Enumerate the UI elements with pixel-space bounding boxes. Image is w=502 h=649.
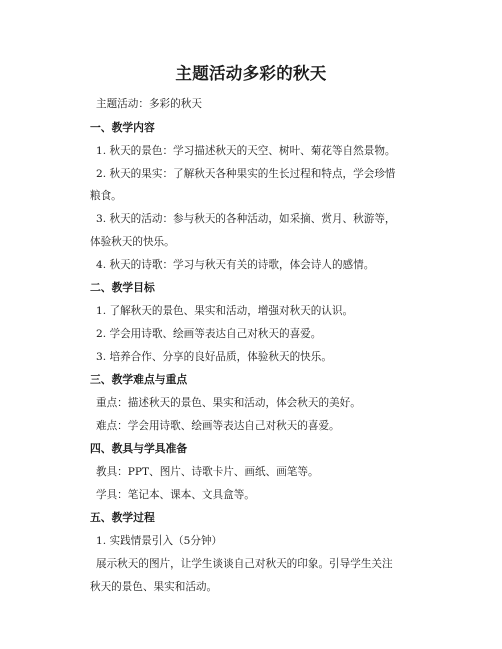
focus-key-point: 重点：描述秋天的景色、果实和活动，体会秋天的美好。: [96, 397, 361, 409]
section-heading-goals: 二、教学目标: [90, 281, 155, 294]
section-heading-process: 五、教学过程: [90, 511, 155, 524]
content-item-3-cont: 体验秋天的快乐。: [90, 236, 175, 248]
section-heading-focus: 三、教学难点与重点: [90, 373, 188, 386]
content-item-1: 1. 秋天的景色：学习描述秋天的天空、树叶、菊花等自然景物。: [96, 145, 396, 157]
goal-item-1: 1. 了解秋天的景色、果实和活动，增强对秋天的认识。: [96, 305, 354, 317]
content-item-4: 4. 秋天的诗歌：学习与秋天有关的诗歌，体会诗人的感情。: [96, 259, 375, 271]
subtitle: 主题活动：多彩的秋天: [96, 98, 202, 110]
section-heading-content: 一、教学内容: [90, 121, 155, 134]
content-item-2: 2. 秋天的果实：了解秋天各种果实的生长过程和特点，学会珍惜: [96, 168, 396, 180]
process-step-1-desc-cont: 秋天的景色、果实和活动。: [90, 581, 218, 593]
content-item-2-cont: 粮食。: [90, 190, 122, 202]
goal-item-3: 3. 培养合作、分享的良好品质，体验秋天的快乐。: [96, 351, 332, 363]
section-heading-materials: 四、教具与学具准备: [90, 442, 188, 455]
focus-difficulty: 难点：学会用诗歌、绘画等表达自己对秋天的喜爱。: [96, 420, 340, 432]
goal-item-2: 2. 学会用诗歌、绘画等表达自己对秋天的喜爱。: [96, 328, 322, 340]
materials-student: 学具：笔记本、课本、文具盒等。: [96, 489, 255, 501]
content-item-3: 3. 秋天的活动：参与秋天的各种活动，如采摘、赏月、秋游等，: [96, 213, 396, 225]
process-step-1: 1. 实践情景引入（5分钟）: [96, 535, 223, 547]
process-step-1-desc: 展示秋天的图片，让学生谈谈自己对秋天的印象。引导学生关注: [96, 558, 393, 570]
document-title: 主题活动多彩的秋天: [175, 64, 327, 83]
materials-teacher: 教具：PPT、图片、诗歌卡片、画纸、画笔等。: [96, 466, 319, 478]
